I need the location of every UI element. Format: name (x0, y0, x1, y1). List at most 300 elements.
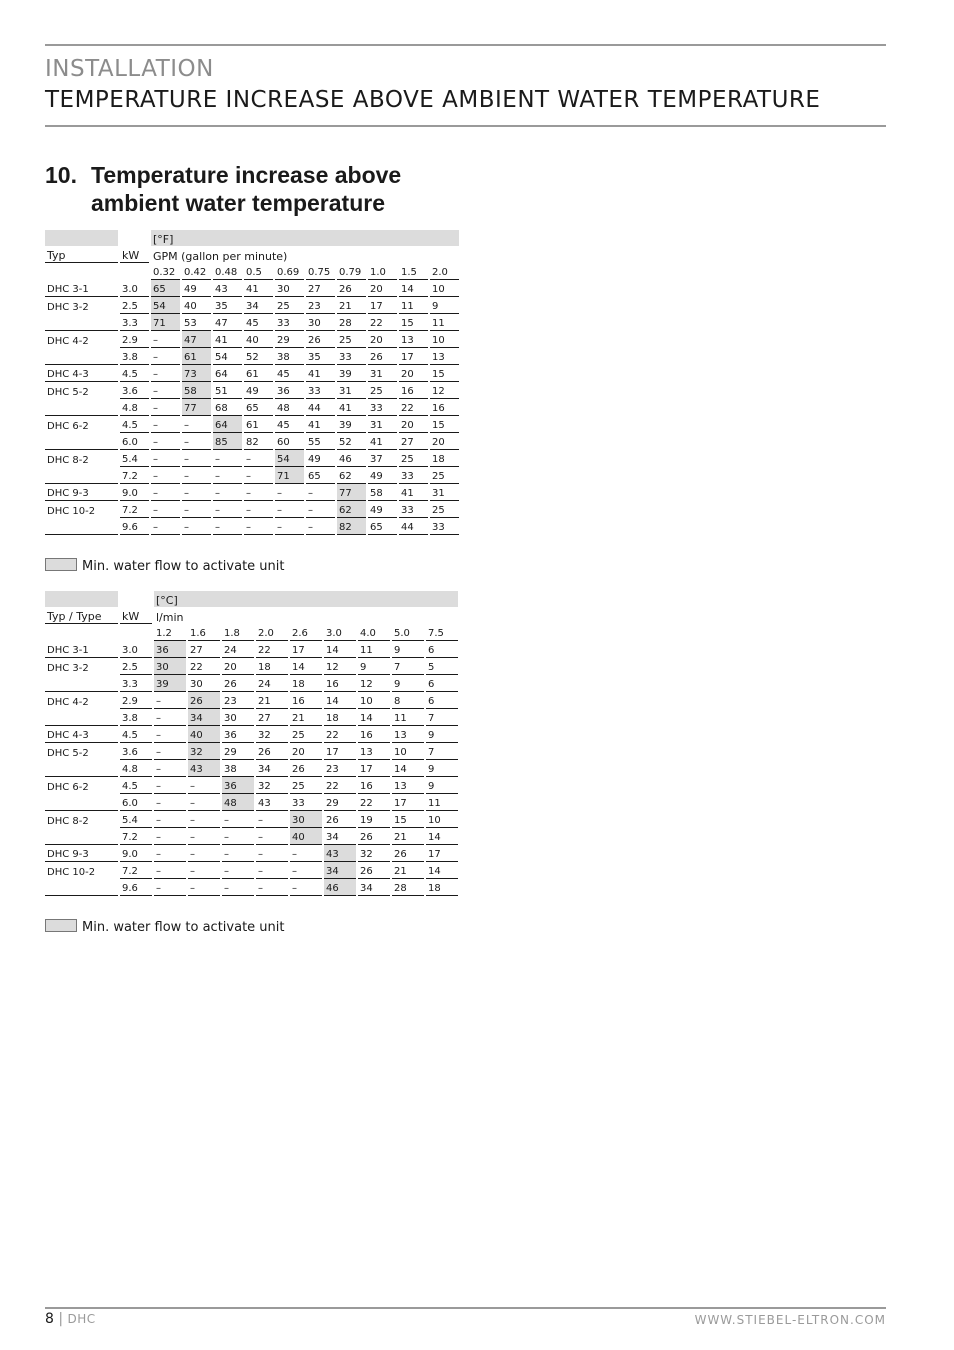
row-value: 54 (151, 297, 180, 314)
row-value: 54 (213, 348, 242, 365)
flow-value: 1.8 (222, 624, 254, 641)
row-value: – (213, 450, 242, 467)
row-kw: 7.2 (120, 828, 152, 845)
row-value: 58 (182, 382, 211, 399)
legend-fahrenheit (45, 558, 285, 574)
row-value: 45 (244, 314, 273, 331)
row-value: 16 (324, 675, 356, 692)
row-value: 26 (337, 280, 366, 297)
row-value: 33 (399, 501, 428, 518)
row-type (45, 709, 118, 726)
blank-cell (45, 263, 118, 280)
row-type (45, 348, 118, 365)
table-row (45, 518, 459, 535)
row-value: 38 (275, 348, 304, 365)
row-kw: 5.4 (120, 450, 149, 467)
row-value: 13 (358, 743, 390, 760)
row-value: – (151, 518, 180, 535)
table-row (45, 382, 459, 399)
row-value: – (182, 518, 211, 535)
blank-cell (120, 263, 149, 280)
row-value: 16 (399, 382, 428, 399)
blank-cell (120, 624, 152, 641)
col-kw-header: kW (120, 246, 149, 263)
row-value: 61 (182, 348, 211, 365)
row-value: – (244, 467, 273, 484)
row-value: 33 (368, 399, 397, 416)
row-type: DHC 8-2 (47, 455, 89, 466)
row-value: 62 (337, 467, 366, 484)
row-type (45, 467, 118, 484)
row-value: 49 (182, 280, 211, 297)
row-kw: 5.4 (120, 811, 152, 828)
row-type: DHC 9-3 (45, 845, 118, 862)
row-value: 33 (337, 348, 366, 365)
row-type: DHC 10-2 (47, 867, 96, 878)
row-value: 36 (222, 726, 254, 743)
row-value: 14 (426, 828, 458, 845)
temperature-table-celsius (43, 591, 460, 896)
row-type: DHC 9-3 (45, 484, 118, 501)
row-value: 34 (188, 709, 220, 726)
row-value: 25 (430, 501, 459, 518)
table-row (45, 777, 458, 794)
row-value: 13 (392, 777, 424, 794)
flow-value: 0.69 (275, 263, 304, 280)
row-value: 13 (399, 331, 428, 348)
row-value: 30 (188, 675, 220, 692)
row-value: 27 (188, 641, 220, 658)
row-value: 35 (213, 297, 242, 314)
row-value: 33 (430, 518, 459, 535)
flow-value: 1.6 (188, 624, 220, 641)
blank-cell (120, 591, 152, 607)
row-value: – (182, 467, 211, 484)
row-value: 10 (426, 811, 458, 828)
row-value: 29 (324, 794, 356, 811)
row-value: 26 (358, 828, 390, 845)
row-value: 26 (392, 845, 424, 862)
flow-value: 4.0 (358, 624, 390, 641)
row-kw: 2.5 (120, 658, 152, 675)
row-kw: 3.3 (120, 314, 149, 331)
row-value: – (244, 484, 273, 501)
row-value: – (154, 811, 186, 828)
flow-value: 0.42 (182, 263, 211, 280)
column-header-row (45, 607, 458, 624)
row-value: 55 (306, 433, 335, 450)
row-value: 41 (306, 416, 335, 433)
row-value: 14 (324, 692, 356, 709)
table-row (45, 743, 458, 760)
row-value: 44 (306, 399, 335, 416)
row-value: 47 (182, 331, 211, 348)
row-value: 17 (368, 297, 397, 314)
row-value: 33 (399, 467, 428, 484)
row-value: 18 (426, 879, 458, 896)
row-value: 25 (290, 777, 322, 794)
row-value: – (154, 794, 186, 811)
row-kw: 7.2 (120, 862, 152, 879)
row-value: – (256, 828, 288, 845)
row-type (45, 760, 118, 777)
row-value: 27 (399, 433, 428, 450)
row-value: 33 (306, 382, 335, 399)
row-value: 64 (213, 416, 242, 433)
section-heading (45, 161, 401, 217)
row-value: 14 (392, 760, 424, 777)
row-value: 7 (392, 658, 424, 675)
row-value: – (154, 760, 186, 777)
blank-cell (120, 230, 149, 246)
row-value: 18 (430, 450, 459, 467)
row-value: 36 (154, 641, 186, 658)
row-value: 7 (426, 743, 458, 760)
flow-value: 1.2 (154, 624, 186, 641)
row-value: 34 (324, 862, 356, 879)
flow-value: 5.0 (392, 624, 424, 641)
footer-doc-name: DHC (67, 1312, 96, 1326)
row-value: 30 (306, 314, 335, 331)
row-value: 46 (337, 450, 366, 467)
table-row (45, 433, 459, 450)
row-type: DHC 4-2 (47, 697, 89, 708)
row-value: 33 (290, 794, 322, 811)
row-value: – (151, 399, 180, 416)
row-value: 62 (337, 501, 366, 518)
row-value: 16 (358, 726, 390, 743)
row-value: – (244, 518, 273, 535)
row-value: 41 (306, 365, 335, 382)
row-value: 22 (324, 777, 356, 794)
row-value: – (244, 450, 273, 467)
row-value: 40 (244, 331, 273, 348)
footer-page-info (45, 1311, 96, 1327)
row-kw: 4.5 (120, 726, 152, 743)
flow-value: 2.6 (290, 624, 322, 641)
row-value: 82 (244, 433, 273, 450)
row-kw: 3.6 (120, 382, 149, 399)
row-value: 47 (213, 314, 242, 331)
section-title-line2: ambient water temperature (91, 190, 385, 216)
unit-label: [°C] (154, 591, 458, 607)
row-value: 25 (290, 726, 322, 743)
row-kw: 4.5 (120, 777, 152, 794)
row-value: 21 (337, 297, 366, 314)
row-value: 43 (213, 280, 242, 297)
row-value: 20 (368, 280, 397, 297)
blank-cell (45, 624, 118, 641)
row-value: 20 (430, 433, 459, 450)
row-value: – (151, 467, 180, 484)
row-value: 41 (244, 280, 273, 297)
row-value: 26 (222, 675, 254, 692)
row-value: 26 (358, 862, 390, 879)
row-value: 41 (368, 433, 397, 450)
row-value: 9 (430, 297, 459, 314)
row-value: – (154, 828, 186, 845)
row-value: – (275, 484, 304, 501)
row-value: 68 (213, 399, 242, 416)
flow-value: 0.79 (337, 263, 366, 280)
flow-value: 0.5 (244, 263, 273, 280)
row-value: 24 (222, 641, 254, 658)
row-value: 31 (430, 484, 459, 501)
table-row (45, 416, 459, 433)
row-type: DHC 4-3 (45, 365, 118, 382)
row-value: 46 (324, 879, 356, 896)
col-type-header: Typ / Type (45, 607, 118, 624)
row-value: 16 (430, 399, 459, 416)
table-row (45, 331, 459, 348)
row-value: – (256, 811, 288, 828)
row-value: 23 (306, 297, 335, 314)
row-kw: 7.2 (120, 501, 149, 518)
row-kw: 3.8 (120, 709, 152, 726)
row-value: – (154, 777, 186, 794)
row-value: 34 (324, 828, 356, 845)
section-number: 10. (45, 162, 77, 188)
row-value: – (182, 450, 211, 467)
row-value: 43 (188, 760, 220, 777)
row-value: 58 (368, 484, 397, 501)
row-value: 14 (426, 862, 458, 879)
row-value: 34 (256, 760, 288, 777)
row-value: 49 (368, 501, 397, 518)
row-type (45, 879, 118, 896)
row-value: 22 (399, 399, 428, 416)
legend-text: Min. water flow to activate unit (82, 920, 285, 935)
row-value: 16 (290, 692, 322, 709)
footer-separator: | (58, 1311, 64, 1327)
table-row (45, 501, 459, 518)
row-value: 11 (399, 297, 428, 314)
row-value: 9 (358, 658, 390, 675)
row-value: 22 (358, 794, 390, 811)
table-row (45, 314, 459, 331)
temperature-table-fahrenheit (43, 230, 461, 535)
row-value: 37 (368, 450, 397, 467)
legend-text: Min. water flow to activate unit (82, 559, 285, 574)
flow-value: 3.0 (324, 624, 356, 641)
row-value: – (151, 416, 180, 433)
row-kw: 4.8 (120, 760, 152, 777)
row-value: 20 (399, 365, 428, 382)
table-row (45, 641, 458, 658)
row-value: 26 (368, 348, 397, 365)
row-value: 26 (324, 811, 356, 828)
row-value: 15 (430, 416, 459, 433)
shade-cell (45, 230, 118, 246)
row-value: 15 (399, 314, 428, 331)
row-value: 49 (244, 382, 273, 399)
row-kw: 9.6 (120, 879, 152, 896)
row-value: 73 (182, 365, 211, 382)
row-value: 20 (368, 331, 397, 348)
row-value: – (151, 331, 180, 348)
row-value: 6 (426, 692, 458, 709)
row-value: 21 (392, 828, 424, 845)
row-kw: 6.0 (120, 794, 152, 811)
row-value: 10 (358, 692, 390, 709)
row-value: 30 (154, 658, 186, 675)
row-value: 36 (275, 382, 304, 399)
table-row (45, 675, 458, 692)
table-row (45, 450, 459, 467)
row-value: – (154, 845, 186, 862)
row-value: – (244, 501, 273, 518)
table-row (45, 658, 458, 675)
row-value: – (222, 811, 254, 828)
table-row (45, 484, 459, 501)
row-value: 44 (399, 518, 428, 535)
footer-rule (45, 1307, 886, 1309)
row-value: 30 (290, 811, 322, 828)
row-value: 14 (399, 280, 428, 297)
row-value: 11 (358, 641, 390, 658)
row-value: 25 (399, 450, 428, 467)
row-value: 43 (256, 794, 288, 811)
legend-swatch (45, 919, 77, 932)
row-kw: 3.6 (120, 743, 152, 760)
flow-label: GPM (gallon per minute) (153, 250, 288, 263)
row-value: 32 (256, 726, 288, 743)
flow-value: 0.48 (213, 263, 242, 280)
table-row (45, 862, 458, 879)
flow-values-row (45, 624, 458, 641)
row-value: 25 (368, 382, 397, 399)
row-value: 40 (182, 297, 211, 314)
row-value: – (213, 467, 242, 484)
row-value: – (154, 726, 186, 743)
table-row (45, 280, 459, 297)
row-type (45, 675, 118, 692)
row-value: 9 (426, 726, 458, 743)
row-value: 11 (392, 709, 424, 726)
row-kw: 7.2 (120, 467, 149, 484)
table-row (45, 365, 459, 382)
row-value: 12 (358, 675, 390, 692)
row-value: – (213, 501, 242, 518)
row-value: 41 (337, 399, 366, 416)
row-value: 29 (222, 743, 254, 760)
row-value: 32 (188, 743, 220, 760)
row-type (45, 314, 118, 331)
row-value: 61 (244, 416, 273, 433)
row-value: – (222, 828, 254, 845)
row-value: 39 (337, 416, 366, 433)
row-kw: 2.9 (120, 331, 149, 348)
row-value: – (290, 879, 322, 896)
row-value: – (154, 879, 186, 896)
row-value: 23 (222, 692, 254, 709)
row-value: 54 (275, 450, 304, 467)
table-row (45, 467, 459, 484)
unit-row (45, 230, 459, 246)
row-value: 39 (337, 365, 366, 382)
page-number: 8 (45, 1311, 54, 1327)
row-value: 40 (188, 726, 220, 743)
flow-value: 0.32 (151, 263, 180, 280)
row-value: 20 (222, 658, 254, 675)
row-value: 41 (213, 331, 242, 348)
row-value: – (182, 433, 211, 450)
row-value: – (188, 777, 220, 794)
row-value: 14 (358, 709, 390, 726)
row-value: 12 (324, 658, 356, 675)
column-header-row (45, 246, 459, 263)
row-value: 6 (426, 675, 458, 692)
row-value: 32 (358, 845, 390, 862)
flow-value: 1.0 (368, 263, 397, 280)
row-kw: 9.0 (120, 484, 149, 501)
row-value: 35 (306, 348, 335, 365)
row-value: 21 (392, 862, 424, 879)
table-row (45, 692, 458, 709)
row-value: – (182, 416, 211, 433)
row-type: DHC 3-2 (47, 302, 89, 313)
row-value: 53 (182, 314, 211, 331)
flow-value: 2.0 (256, 624, 288, 641)
row-kw: 3.3 (120, 675, 152, 692)
row-value: – (154, 692, 186, 709)
row-value: 49 (368, 467, 397, 484)
row-type: DHC 8-2 (47, 816, 89, 827)
row-value: – (290, 845, 322, 862)
row-value: – (151, 450, 180, 467)
row-value: – (256, 862, 288, 879)
row-value: 77 (337, 484, 366, 501)
row-value: – (188, 862, 220, 879)
row-value: 12 (430, 382, 459, 399)
row-value: 16 (358, 777, 390, 794)
row-value: – (290, 862, 322, 879)
row-value: 26 (256, 743, 288, 760)
row-value: 33 (275, 314, 304, 331)
row-kw: 4.5 (120, 416, 149, 433)
row-kw: 6.0 (120, 433, 149, 450)
row-value: 29 (275, 331, 304, 348)
row-value: 14 (324, 641, 356, 658)
row-type: DHC 10-2 (47, 506, 96, 517)
row-value: 11 (426, 794, 458, 811)
row-type: DHC 3-2 (47, 663, 89, 674)
row-value: – (188, 811, 220, 828)
row-value: 10 (392, 743, 424, 760)
row-value: 45 (275, 365, 304, 382)
row-value: – (151, 348, 180, 365)
row-kw: 4.8 (120, 399, 149, 416)
flow-label: l/min (156, 611, 184, 624)
row-value: 31 (368, 416, 397, 433)
table-row (45, 297, 459, 314)
row-value: 45 (275, 416, 304, 433)
row-type: DHC 6-2 (47, 421, 89, 432)
row-value: 25 (430, 467, 459, 484)
row-value: – (188, 794, 220, 811)
legend-celsius (45, 919, 285, 935)
row-value: 20 (290, 743, 322, 760)
row-value: 36 (222, 777, 254, 794)
row-value: – (222, 845, 254, 862)
flow-value: 7.5 (426, 624, 458, 641)
row-value: 13 (430, 348, 459, 365)
row-value: 17 (290, 641, 322, 658)
row-kw: 4.5 (120, 365, 149, 382)
row-value: – (222, 879, 254, 896)
legend-swatch (45, 558, 77, 571)
row-type (45, 794, 118, 811)
